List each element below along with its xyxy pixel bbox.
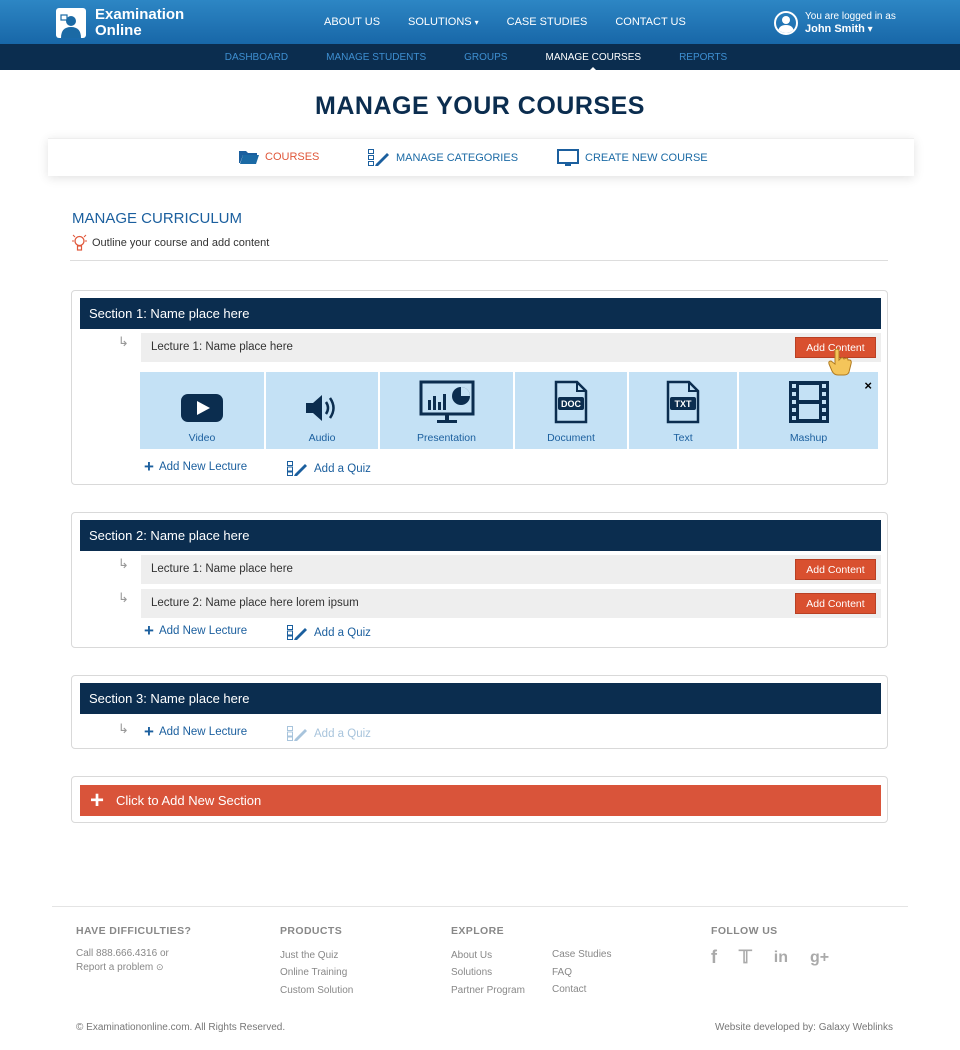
tab-create-course-label: CREATE NEW COURSE (585, 152, 708, 164)
footer-link[interactable]: Custom Solution (280, 984, 354, 996)
lecture-row (141, 333, 881, 362)
content-type-text[interactable] (629, 372, 739, 449)
content-type-document[interactable] (515, 372, 629, 449)
quiz-edit-icon (287, 461, 309, 476)
add-section-panel (71, 776, 888, 823)
info-icon: ⊙ (156, 961, 164, 972)
add-lecture-label: Add New Lecture (158, 726, 248, 738)
add-lecture-link[interactable] (144, 457, 248, 476)
speaker-icon (304, 392, 340, 424)
sub-arrow-icon: ↳ (118, 721, 129, 736)
monitor-icon (557, 149, 579, 167)
brand-line1: Examination (95, 6, 185, 23)
plus-icon: + (144, 722, 154, 741)
chevron-down-icon: ▾ (474, 18, 479, 27)
plus-icon: + (144, 457, 154, 476)
curriculum-subtitle: Outline your course and add content (92, 237, 270, 249)
footer-heading: PRODUCTS (280, 925, 343, 937)
nav-solutions-label: SOLUTIONS (408, 16, 472, 28)
divider (70, 260, 888, 261)
login-status: You are logged in as (805, 11, 896, 22)
add-lecture-link[interactable] (144, 722, 248, 741)
txt-file-icon (665, 380, 701, 424)
sub-nav (0, 44, 960, 70)
lightbulb-icon (72, 234, 87, 252)
user-menu[interactable] (774, 10, 896, 36)
subnav-manage-students[interactable]: MANAGE STUDENTS (326, 51, 427, 63)
content-type-audio[interactable] (266, 372, 380, 449)
footer-follow (711, 923, 851, 966)
footer-link[interactable]: Just the Quiz (280, 949, 339, 961)
tab-courses[interactable] (239, 149, 319, 164)
content-type-label: Audio (308, 432, 336, 444)
subnav-groups[interactable]: GROUPS (464, 51, 508, 63)
lecture-row (141, 589, 881, 618)
add-lecture-link[interactable] (144, 621, 248, 640)
subnav-reports[interactable]: REPORTS (679, 51, 728, 63)
lecture-title: Lecture 1: Name place here (151, 563, 293, 575)
tab-courses-label: COURSES (265, 150, 320, 163)
subnav-dashboard[interactable]: DASHBOARD (224, 51, 289, 63)
footer-heading: FOLLOW US (711, 925, 778, 937)
footer-explore (451, 923, 525, 999)
facebook-icon[interactable]: f (711, 946, 717, 967)
content-type-label: Mashup (789, 432, 828, 444)
film-strip-icon (788, 380, 830, 424)
add-quiz-label: Add a Quiz (314, 462, 371, 475)
logo[interactable] (56, 7, 215, 39)
sub-arrow-icon: ↳ (118, 590, 129, 605)
add-quiz-link-disabled (287, 726, 371, 741)
pointer-hand-icon (827, 348, 853, 376)
svg-text:DOC: DOC (561, 399, 581, 409)
top-nav (310, 0, 700, 44)
nav-about[interactable]: ABOUT US (324, 16, 381, 28)
nav-contact[interactable]: CONTACT US (615, 16, 686, 28)
lecture-row (141, 555, 881, 584)
section-1 (71, 290, 888, 485)
footer-link[interactable]: Case Studies (552, 949, 612, 960)
plus-icon: + (90, 787, 105, 814)
add-lecture-label: Add New Lecture (158, 625, 248, 637)
content-type-label: Presentation (417, 432, 476, 444)
add-content-button[interactable]: Add Content (795, 593, 876, 614)
twitter-icon[interactable]: 𝕋 (739, 946, 752, 967)
linkedin-icon[interactable]: in (773, 948, 788, 966)
footer-difficulties (76, 923, 191, 975)
section-title: Section 2: Name place here (80, 520, 881, 551)
add-quiz-label: Add a Quiz (314, 727, 371, 740)
lecture-title: Lecture 2: Name place here lorem ipsum (151, 597, 359, 609)
top-header (0, 0, 960, 44)
google-plus-icon[interactable]: g+ (809, 948, 830, 966)
nav-solutions[interactable] (408, 16, 479, 28)
footer-link[interactable]: Partner Program (451, 984, 525, 996)
add-content-button[interactable]: Add Content (795, 559, 876, 580)
content-type-presentation[interactable] (380, 372, 515, 449)
content-type-picker (140, 372, 880, 449)
doc-file-icon (553, 380, 589, 424)
lecture-title: Lecture 1: Name place here (151, 341, 293, 353)
close-icon[interactable]: × (864, 378, 872, 393)
footer-divider (52, 906, 908, 907)
quiz-edit-icon (287, 625, 309, 640)
content-type-label: Document (547, 432, 595, 444)
footer-products (280, 923, 353, 999)
section-2 (71, 512, 888, 648)
add-content-button[interactable]: Add Content (795, 337, 876, 358)
course-tabs (48, 138, 914, 176)
developer-credit: Website developed by: Galaxy Weblinks (714, 1022, 893, 1033)
presentation-icon (419, 380, 475, 424)
section-title: Section 3: Name place here (80, 683, 881, 714)
section-3 (71, 675, 888, 749)
avatar-icon (774, 11, 798, 35)
curriculum-subtitle-row (72, 234, 269, 252)
support-phone: Call 888.666.4316 or (76, 947, 169, 959)
copyright: © Examinationonline.com. All Rights Reserved. (76, 1022, 286, 1033)
sub-arrow-icon: ↳ (118, 556, 129, 571)
footer-link[interactable]: Contact (552, 984, 587, 995)
add-quiz-link[interactable] (287, 461, 371, 476)
chevron-down-icon: ▾ (867, 24, 873, 35)
brand-line2: Online (95, 22, 142, 39)
content-type-label: Text (673, 432, 693, 444)
add-quiz-label: Add a Quiz (314, 626, 371, 639)
content-type-mashup[interactable] (739, 372, 880, 449)
user-name: John Smith (805, 23, 865, 35)
add-section-label: Click to Add New Section (116, 793, 262, 808)
content-type-video[interactable] (140, 372, 266, 449)
plus-icon: + (144, 621, 154, 640)
page-title: MANAGE YOUR COURSES (315, 92, 645, 120)
tab-manage-categories-label: MANAGE CATEGORIES (396, 151, 519, 164)
quiz-edit-icon (287, 726, 309, 741)
category-edit-icon (368, 149, 390, 166)
report-problem-label: Report a problem (76, 961, 154, 973)
footer-link[interactable]: FAQ (552, 966, 573, 978)
content-type-label: Video (188, 432, 216, 444)
footer-link[interactable]: Online Training (280, 967, 348, 978)
add-section-button[interactable] (80, 785, 881, 816)
tab-manage-categories[interactable] (368, 149, 518, 166)
footer-heading: HAVE DIFFICULTIES? (76, 925, 192, 937)
footer-explore-2 (552, 946, 611, 999)
folder-icon (239, 149, 259, 164)
curriculum-title: MANAGE CURRICULUM (72, 210, 243, 227)
section-title: Section 1: Name place here (80, 298, 881, 329)
sub-arrow-icon: ↳ (118, 334, 129, 349)
add-lecture-label: Add New Lecture (158, 461, 248, 473)
footer-heading: EXPLORE (451, 925, 504, 937)
subnav-manage-courses[interactable]: MANAGE COURSES (545, 51, 642, 63)
report-problem-link[interactable] (76, 960, 191, 975)
video-icon (180, 392, 224, 424)
footer-link[interactable]: Solutions (451, 967, 493, 978)
add-quiz-link[interactable] (287, 625, 371, 640)
footer-link[interactable]: About Us (451, 949, 493, 961)
svg-text:TXT: TXT (674, 399, 692, 409)
nav-case-studies[interactable]: CASE STUDIES (506, 16, 588, 28)
logo-icon (56, 8, 86, 38)
tab-create-course[interactable] (557, 149, 708, 167)
